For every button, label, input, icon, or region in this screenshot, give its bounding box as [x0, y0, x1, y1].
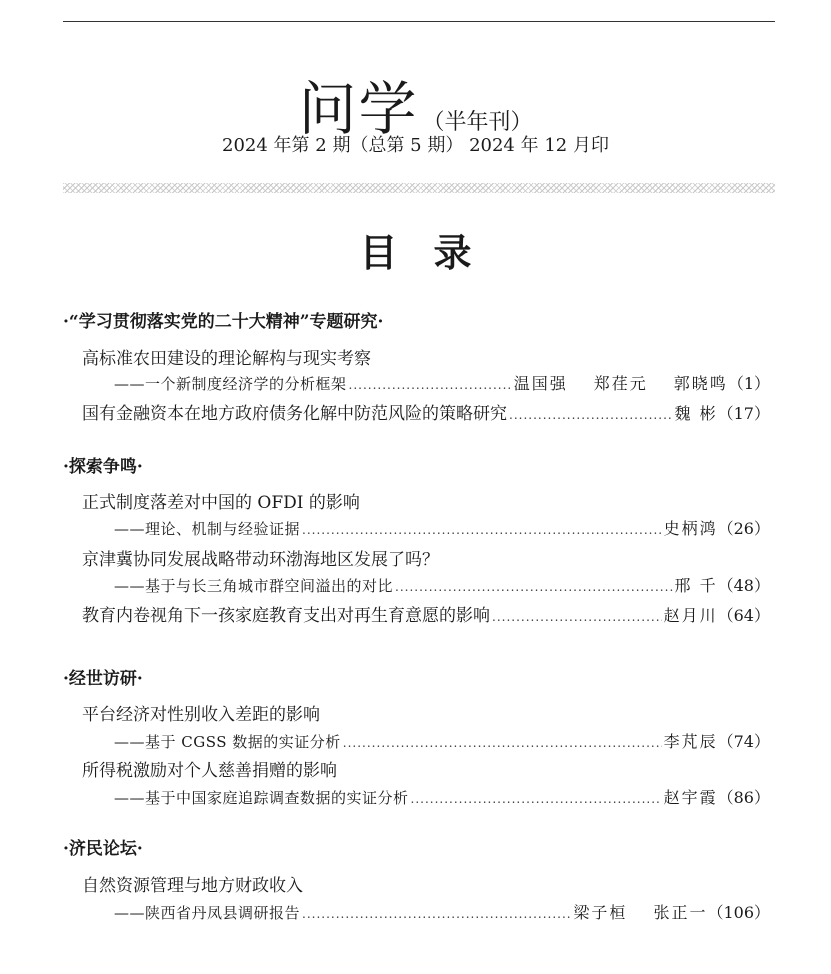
- article-subtitle: ——理论、机制与经验证据: [114, 520, 301, 538]
- page-number: （1）: [727, 374, 770, 393]
- toc-entry[interactable]: [114, 900, 770, 923]
- journal-title: 问学: [298, 75, 419, 143]
- author-name: 史柄鸿: [663, 519, 718, 538]
- article-authors: [664, 603, 718, 626]
- author-name: 郑荏元: [593, 374, 648, 393]
- page-number: （74）: [717, 732, 770, 751]
- top-rule: [63, 21, 775, 22]
- issue-info: 2024 年第 2 期（总第 5 期） 2024 年 12 月印: [222, 135, 609, 156]
- dot-leader: [302, 523, 662, 537]
- article-subtitle: ——基于与长三角城市群空间溢出的对比: [114, 577, 394, 595]
- toc-entry[interactable]: [82, 399, 770, 424]
- page-number: （86）: [717, 788, 770, 807]
- journal-frequency: （半年刊）: [422, 110, 533, 135]
- section-title: ·济民论坛·: [63, 839, 143, 859]
- toc-entry[interactable]: [114, 371, 770, 394]
- toc-entry[interactable]: [114, 785, 770, 808]
- page-number: （48）: [717, 576, 770, 595]
- article-authors: [573, 900, 707, 923]
- dot-leader: [302, 907, 571, 921]
- article-authors: [664, 516, 718, 539]
- article-authors: [675, 573, 718, 596]
- author-name: 郭晓鸣: [673, 374, 728, 393]
- author-name: 魏 彬: [674, 404, 718, 423]
- page-number: （106）: [707, 903, 770, 922]
- article-authors: [664, 785, 718, 808]
- author-name: 张正一: [653, 903, 708, 922]
- article-title: 教育内卷视角下一孩家庭教育支出对再生育意愿的影响: [82, 606, 490, 626]
- dot-leader: [343, 736, 662, 750]
- toc-entry[interactable]: [114, 573, 770, 596]
- article-subtitle: ——陕西省丹凤县调研报告: [114, 904, 301, 922]
- dot-leader: [509, 408, 673, 422]
- author-name: 李芃辰: [663, 732, 718, 751]
- toc-entry[interactable]: [114, 516, 770, 539]
- article-title[interactable]: 正式制度落差对中国的 OFDI 的影响: [82, 493, 360, 513]
- article-authors: [664, 729, 718, 752]
- author-name: 温国强: [513, 374, 568, 393]
- section-title: ·经世访研·: [63, 669, 143, 689]
- page-number: （17）: [717, 404, 770, 423]
- toc-entry[interactable]: [82, 601, 770, 626]
- article-title[interactable]: 平台经济对性别收入差距的影响: [82, 705, 320, 725]
- author-name: 赵宇霞: [663, 788, 718, 807]
- article-title[interactable]: 高标准农田建设的理论解构与现实考察: [82, 349, 371, 369]
- page-number: （26）: [717, 519, 770, 538]
- page-number: （64）: [717, 606, 770, 625]
- toc-heading: 目录: [359, 230, 508, 275]
- article-authors: [514, 371, 728, 394]
- section-title: ·“学习贯彻落实党的二十大精神”专题研究·: [63, 312, 384, 332]
- decorative-band: [63, 183, 775, 193]
- dot-leader: [411, 792, 662, 806]
- article-title[interactable]: 自然资源管理与地方财政收入: [82, 876, 303, 896]
- article-subtitle: ——基于 CGSS 数据的实证分析: [114, 733, 341, 751]
- section-title: ·探索争鸣·: [63, 457, 143, 477]
- article-subtitle: ——基于中国家庭追踪调查数据的实证分析: [114, 789, 409, 807]
- author-name: 赵月川: [663, 606, 718, 625]
- article-title[interactable]: 所得税激励对个人慈善捐赠的影响: [82, 761, 337, 781]
- author-name: 邢 千: [674, 576, 718, 595]
- dot-leader: [349, 378, 512, 392]
- author-name: 梁子桓: [573, 903, 628, 922]
- toc-entry[interactable]: [114, 729, 770, 752]
- dot-leader: [492, 610, 662, 624]
- article-title[interactable]: 京津冀协同发展战略带动环渤海地区发展了吗？: [82, 550, 439, 570]
- dot-leader: [395, 580, 673, 594]
- article-authors: [675, 401, 718, 424]
- article-subtitle: ——一个新制度经济学的分析框架: [114, 375, 347, 393]
- article-title: 国有金融资本在地方政府债务化解中防范风险的策略研究: [82, 404, 507, 424]
